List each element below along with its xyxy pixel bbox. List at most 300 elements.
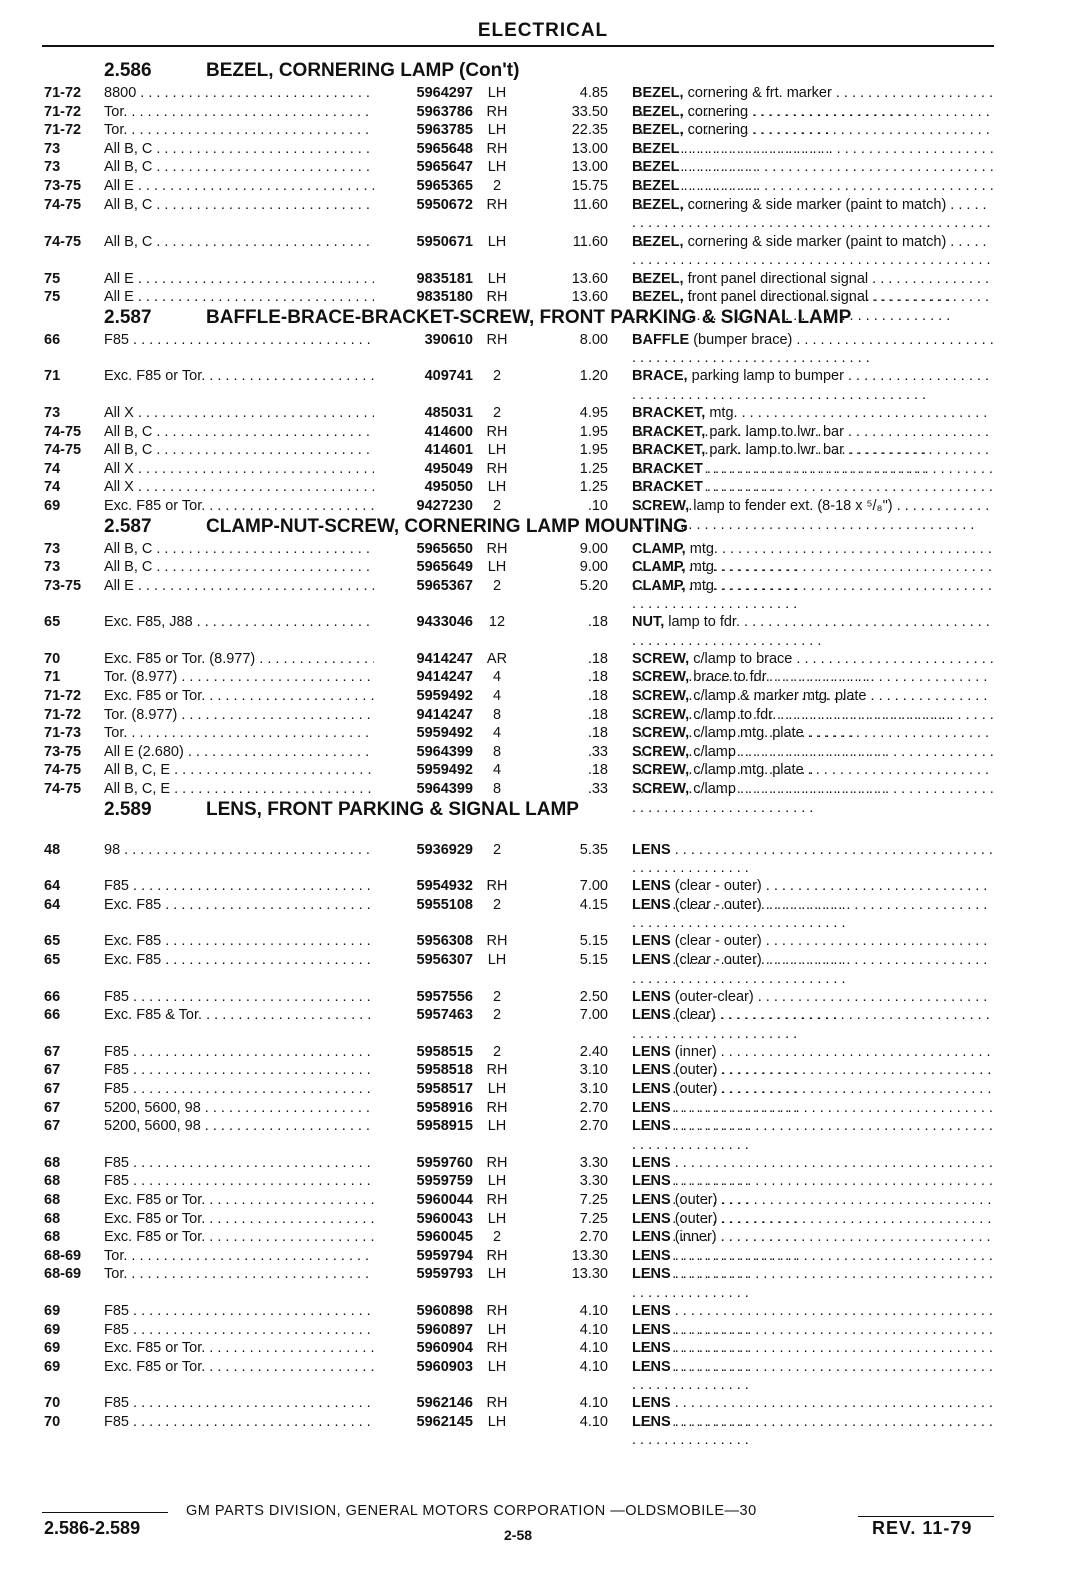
year-cell: 65 (44, 933, 61, 950)
price-cell: .18 (587, 688, 608, 705)
part-number-cell: 9433046 (416, 614, 473, 631)
part-number-cell: 5965648 (416, 140, 473, 157)
description-keyword: LENS (632, 1358, 671, 1375)
description-text: (clear - outer) . . . (632, 933, 987, 968)
model-cell: All E . . . (104, 177, 374, 196)
year-cell: 66 (44, 1007, 61, 1024)
year-cell: 65 (44, 614, 61, 631)
part-number-cell: 5960043 (416, 1210, 473, 1227)
model-cell: All B, C . . . (104, 441, 374, 460)
quantity-cell: RH (486, 1247, 508, 1264)
part-row (0, 558, 1086, 577)
part-row (0, 1172, 1086, 1191)
description-keyword: CLAMP, (632, 577, 686, 594)
model-cell: F85 . . . (104, 1172, 374, 1191)
part-row (0, 1117, 1086, 1136)
price-cell: 13.00 (571, 159, 608, 176)
year-cell: 75 (44, 289, 61, 306)
description-keyword: BEZEL, (632, 270, 684, 287)
description-cell (632, 951, 994, 988)
price-cell: 2.70 (579, 1118, 608, 1135)
year-cell: 74-75 (44, 423, 82, 440)
part-number-cell: 5960904 (416, 1340, 473, 1357)
year-cell: 70 (44, 1413, 61, 1430)
footer-page-number: 2-58 (504, 1527, 533, 1543)
description-keyword: LENS (632, 1302, 671, 1319)
part-row (0, 478, 1086, 497)
row-spacer (0, 823, 1086, 841)
part-number-cell: 5950672 (416, 196, 473, 213)
year-cell: 73-75 (44, 743, 82, 760)
part-row (0, 540, 1086, 559)
part-number-cell: 5962146 (416, 1395, 473, 1412)
quantity-cell: LH (487, 442, 507, 459)
price-cell: 1.25 (579, 479, 608, 496)
description-keyword: LENS (632, 1191, 671, 1208)
model-cell: F85 . . . (104, 877, 374, 896)
part-number-cell: 9835180 (416, 289, 473, 306)
description-text: cornering & side marker (paint to match) . . . (632, 197, 991, 250)
description-keyword: BEZEL (632, 159, 680, 176)
description-text: c/lamp to fdr. . . . (632, 707, 994, 742)
price-cell: 3.30 (579, 1154, 608, 1171)
price-cell: 4.85 (579, 85, 608, 101)
description-text: cornering & frt. marker . . . (632, 85, 993, 120)
year-cell: 73 (44, 559, 61, 576)
part-row (0, 988, 1086, 1007)
price-cell: 4.10 (579, 1395, 608, 1412)
description-text: c/lamp . . . (632, 744, 994, 779)
description-cell (632, 896, 994, 933)
price-cell: 4.10 (579, 1302, 608, 1319)
year-cell: 74-75 (44, 762, 82, 779)
description-text: (outer-clear) . . . (632, 989, 987, 1024)
part-row (0, 1080, 1086, 1099)
model-cell: Exc. F85 . . . (104, 932, 374, 951)
part-row (0, 1210, 1086, 1229)
part-number-cell: 5958518 (416, 1062, 473, 1079)
quantity-cell: RH (486, 423, 508, 440)
model-cell: Exc. F85 or Tor. . . . (104, 687, 374, 706)
description-keyword: LENS (632, 1229, 671, 1246)
price-cell: 13.30 (571, 1266, 608, 1283)
model-cell: All X . . . (104, 460, 374, 479)
part-row (0, 1154, 1086, 1173)
model-cell: Tor. (8.977) . . . (104, 668, 374, 687)
part-row (0, 1413, 1086, 1432)
description-text (632, 1359, 993, 1394)
footer-publisher: GM PARTS DIVISION, GENERAL MOTORS CORPORATION —OLDSMOBILE—30 (186, 1503, 757, 1519)
part-number-cell: 5936929 (416, 841, 473, 858)
quantity-cell: RH (486, 460, 508, 477)
year-cell: 73-75 (44, 577, 82, 594)
description-keyword: LENS (632, 1080, 671, 1097)
price-cell: 5.15 (579, 933, 608, 950)
quantity-cell: LH (487, 1413, 507, 1430)
quantity-cell: LH (487, 85, 507, 101)
part-row (0, 423, 1086, 442)
quantity-cell: LH (487, 270, 507, 287)
part-number-cell: 5958916 (416, 1099, 473, 1116)
quantity-cell: 2 (492, 1043, 502, 1060)
year-cell: 75 (44, 270, 61, 287)
section-heading (0, 516, 1086, 540)
model-cell: All E . . . (104, 270, 374, 289)
part-number-cell: 5960045 (416, 1229, 473, 1246)
description-keyword: LENS (632, 1340, 671, 1357)
year-cell: 69 (44, 1340, 61, 1357)
year-cell: 68-69 (44, 1266, 82, 1283)
section-title: CLAMP-NUT-SCREW, CORNERING LAMP MOUNTING (206, 515, 689, 537)
part-row (0, 1099, 1086, 1118)
description-keyword: LENS (632, 1154, 671, 1171)
price-cell: 3.10 (579, 1080, 608, 1097)
description-keyword: LENS (632, 841, 671, 858)
model-cell: F85 . . . (104, 1043, 374, 1062)
model-cell: F85 . . . (104, 331, 374, 350)
model-cell: All B, C . . . (104, 423, 374, 442)
year-cell: 73 (44, 404, 61, 421)
quantity-cell: LH (487, 479, 507, 496)
quantity-cell: RH (486, 103, 508, 120)
part-number-cell: 5962145 (416, 1413, 473, 1430)
part-row (0, 951, 1086, 970)
price-cell: .18 (587, 725, 608, 742)
description-keyword: LENS (632, 1062, 671, 1079)
price-cell: .18 (587, 706, 608, 723)
description-cell (632, 331, 994, 368)
model-cell: All B, C . . . (104, 196, 374, 215)
year-cell: 73 (44, 159, 61, 176)
part-row (0, 1228, 1086, 1247)
quantity-cell: 4 (492, 669, 502, 686)
year-cell: 64 (44, 896, 61, 913)
description-cell (632, 1117, 994, 1154)
part-row (0, 84, 1086, 103)
description-text: (outer) . . . (632, 1211, 991, 1246)
year-cell: 74-75 (44, 442, 82, 459)
quantity-cell: 2 (492, 177, 502, 194)
description-text: brace to fdr. . . . (632, 669, 987, 704)
description-keyword: LENS (632, 1007, 671, 1024)
quantity-cell: LH (487, 1118, 507, 1135)
part-number-cell: 495050 (424, 479, 473, 496)
part-number-cell: 5959793 (416, 1266, 473, 1283)
quantity-cell: 2 (492, 988, 502, 1005)
description-cell (632, 1358, 994, 1395)
part-row (0, 1061, 1086, 1080)
description-text: (clear - outer) . . . (632, 897, 987, 932)
description-text: c/lamp mtg. plate . . . (632, 762, 989, 797)
price-cell: 13.60 (571, 270, 608, 287)
price-cell: 22.35 (571, 122, 608, 139)
year-cell: 71-73 (44, 725, 82, 742)
part-number-cell: 5954932 (416, 878, 473, 895)
description-text: (bumper brace) . . . (632, 332, 994, 367)
description-text: c/lamp mtg. plate . . . (632, 725, 989, 760)
model-cell: Tor. . . . (104, 121, 374, 140)
section-heading (0, 307, 1086, 331)
part-number-cell: 495049 (424, 460, 473, 477)
price-cell: 1.95 (579, 442, 608, 459)
model-cell: Exc. F85 or Tor. . . . (104, 497, 374, 516)
year-cell: 68 (44, 1173, 61, 1190)
header-rule (42, 45, 994, 47)
quantity-cell: LH (487, 1321, 507, 1338)
description-keyword: LENS (632, 952, 671, 968)
part-row (0, 270, 1086, 289)
quantity-cell: 8 (492, 706, 502, 723)
year-cell: 73-75 (44, 177, 82, 194)
price-cell: 2.40 (579, 1043, 608, 1060)
quantity-cell: LH (487, 122, 507, 139)
year-cell: 68 (44, 1210, 61, 1227)
price-cell: .33 (587, 743, 608, 760)
quantity-cell: 2 (492, 577, 502, 594)
part-row (0, 1247, 1086, 1266)
part-number-cell: 9427230 (416, 497, 473, 514)
year-cell: 71 (44, 669, 61, 686)
part-row (0, 896, 1086, 915)
model-cell: Exc. F85 or Tor. . . . (104, 1210, 374, 1229)
year-cell: 48 (44, 841, 61, 858)
description-cell (632, 1265, 994, 1302)
price-cell: 3.10 (579, 1062, 608, 1079)
part-row (0, 460, 1086, 479)
part-row (0, 743, 1086, 762)
footer-revision: REV. 11-79 (872, 1518, 973, 1538)
section-number: 2.586 (104, 60, 152, 81)
description-keyword: BRACKET, (632, 423, 706, 440)
model-cell: All E . . . (104, 577, 374, 596)
description-keyword: SCREW, (632, 650, 690, 667)
model-cell: Exc. F85 . . . (104, 951, 374, 970)
part-number-cell: 9835181 (416, 270, 473, 287)
price-cell: 2.70 (579, 1099, 608, 1116)
model-cell: Tor. . . . (104, 103, 374, 122)
model-cell: 5200, 5600, 98 . . . (104, 1099, 374, 1118)
quantity-cell: RH (486, 140, 508, 157)
part-number-cell: 5960897 (416, 1321, 473, 1338)
quantity-cell: 12 (488, 614, 506, 631)
model-cell: F85 . . . (104, 1154, 374, 1173)
model-cell: All B, C . . . (104, 233, 374, 252)
model-cell: F85 . . . (104, 1394, 374, 1413)
part-row (0, 177, 1086, 196)
description-keyword: BEZEL, (632, 122, 684, 139)
price-cell: 8.00 (579, 331, 608, 348)
price-cell: 5.20 (579, 577, 608, 594)
part-number-cell: 5965367 (416, 577, 473, 594)
model-cell: F85 . . . (104, 1061, 374, 1080)
year-cell: 70 (44, 1395, 61, 1412)
description-keyword: SCREW, (632, 743, 690, 760)
description-keyword: BRACKET (632, 460, 703, 477)
year-cell: 71-72 (44, 85, 82, 101)
quantity-cell: RH (486, 196, 508, 213)
quantity-cell: 2 (492, 404, 502, 421)
description-cell (632, 613, 994, 650)
year-cell: 68-69 (44, 1247, 82, 1264)
quantity-cell: LH (487, 233, 507, 250)
description-text: cornering . . . (632, 104, 990, 139)
year-cell: 64 (44, 878, 61, 895)
description-text: (clear - outer) . . . (632, 952, 987, 987)
part-row (0, 724, 1086, 743)
part-number-cell: 485031 (424, 404, 473, 421)
description-text: front panel directional signal . . . (632, 289, 989, 324)
part-row (0, 761, 1086, 780)
description-text: mtg. . . . (632, 578, 992, 613)
quantity-cell: 8 (492, 743, 502, 760)
description-keyword: LENS (632, 1210, 671, 1227)
description-keyword: BEZEL (632, 177, 680, 194)
part-number-cell: 5964297 (416, 85, 473, 101)
price-cell: 9.00 (579, 540, 608, 557)
year-cell: 71-72 (44, 706, 82, 723)
price-cell: 4.10 (579, 1413, 608, 1430)
model-cell: Exc. F85 & Tor. . . . (104, 1006, 374, 1025)
year-cell: 74-75 (44, 781, 82, 798)
part-row (0, 331, 1086, 350)
model-cell: Exc. F85 or Tor. . . . (104, 1339, 374, 1358)
part-number-cell: 9414247 (416, 706, 473, 723)
description-text (632, 1414, 993, 1449)
part-number-cell: 5959492 (416, 762, 473, 779)
section-heading (0, 799, 1086, 823)
price-cell: 11.60 (572, 196, 608, 213)
part-number-cell: 9414247 (416, 669, 473, 686)
year-cell: 71 (44, 368, 61, 385)
quantity-cell: 2 (492, 497, 502, 514)
price-cell: 3.30 (579, 1173, 608, 1190)
model-cell: 5200, 5600, 98 . . . (104, 1117, 374, 1136)
section-number: 2.587 (104, 306, 152, 328)
year-cell: 69 (44, 497, 61, 514)
part-row (0, 650, 1086, 669)
quantity-cell: LH (487, 1210, 507, 1227)
year-cell: 71-72 (44, 688, 82, 705)
year-cell: 69 (44, 1302, 61, 1319)
description-keyword: BEZEL (632, 140, 680, 157)
year-cell: 67 (44, 1043, 61, 1060)
section-title: BEZEL, CORNERING LAMP (Con't) (206, 60, 520, 81)
quantity-cell: 4 (492, 762, 502, 779)
description-keyword: CLAMP, (632, 540, 686, 557)
part-row (0, 1191, 1086, 1210)
quantity-cell: RH (486, 540, 508, 557)
price-cell: 1.95 (579, 423, 608, 440)
quantity-cell: RH (486, 933, 508, 950)
description-keyword: LENS (632, 1266, 671, 1283)
parts-list (0, 60, 1086, 1431)
description-text: front panel directional signal . . . (632, 271, 989, 306)
section-title: LENS, FRONT PARKING & SIGNAL LAMP (206, 798, 579, 820)
part-number-cell: 409741 (424, 368, 473, 385)
part-number-cell: 5963786 (416, 103, 473, 120)
part-row (0, 1265, 1086, 1284)
price-cell: 4.15 (579, 896, 608, 913)
description-text: park. lamp to lwr. bar . . . (632, 442, 989, 477)
part-row (0, 158, 1086, 177)
quantity-cell: AR (486, 650, 508, 667)
price-cell: .10 (587, 497, 608, 514)
quantity-cell: RH (486, 1062, 508, 1079)
description-text: park. lamp to lwr. bar . . . (632, 424, 989, 459)
part-number-cell: 5959760 (416, 1154, 473, 1171)
part-number-cell: 5965365 (416, 177, 473, 194)
model-cell: F85 . . . (104, 1321, 374, 1340)
part-row (0, 1339, 1086, 1358)
year-cell: 66 (44, 988, 61, 1005)
year-cell: 74-75 (44, 196, 82, 213)
part-number-cell: 5964399 (416, 743, 473, 760)
part-number-cell: 5958515 (416, 1043, 473, 1060)
price-cell: 4.95 (579, 404, 608, 421)
part-row (0, 706, 1086, 725)
part-row (0, 1043, 1086, 1062)
price-cell: .18 (587, 650, 608, 667)
description-text: mtg. . . . (632, 541, 992, 576)
part-row (0, 367, 1086, 386)
model-cell: Exc. F85 or Tor. (8.977) . . . (104, 650, 374, 669)
part-number-cell: 5955108 (416, 896, 473, 913)
description-keyword: LENS (632, 1118, 671, 1135)
description-keyword: LENS (632, 1099, 671, 1116)
section-number: 2.587 (104, 515, 152, 537)
description-text: (inner) . . . (632, 1044, 991, 1079)
quantity-cell: 2 (492, 368, 502, 385)
model-cell: Exc. F85, J88 . . . (104, 613, 374, 632)
description-text: (clear) . . . (632, 1007, 990, 1042)
model-cell: Exc. F85 or Tor. . . . (104, 1358, 374, 1377)
quantity-cell: RH (486, 1154, 508, 1171)
quantity-cell: RH (486, 1340, 508, 1357)
description-keyword: CLAMP, (632, 559, 686, 576)
price-cell: 9.00 (579, 559, 608, 576)
model-cell: All B, C . . . (104, 158, 374, 177)
year-cell: 74 (44, 460, 61, 477)
description-keyword: BEZEL, (632, 103, 684, 120)
model-cell: All X . . . (104, 404, 374, 423)
description-keyword: BEZEL, (632, 85, 684, 101)
description-text: mtg. . . . (632, 559, 992, 594)
part-row (0, 668, 1086, 687)
quantity-cell: LH (487, 559, 507, 576)
part-row (0, 1302, 1086, 1321)
description-text: lamp to fender ext. (8-18 x ⁵/₈") . . . (632, 498, 989, 533)
model-cell: Tor. . . . (104, 724, 374, 743)
quantity-cell: 8 (492, 781, 502, 798)
quantity-cell: RH (486, 1302, 508, 1319)
model-cell: All X . . . (104, 478, 374, 497)
description-keyword: SCREW, (632, 781, 690, 798)
price-cell: 7.25 (579, 1191, 608, 1208)
description-cell (632, 1006, 994, 1043)
quantity-cell: RH (486, 1395, 508, 1412)
price-cell: 13.00 (571, 140, 608, 157)
part-row (0, 613, 1086, 632)
year-cell: 74 (44, 479, 61, 496)
description-keyword: SCREW, (632, 762, 690, 779)
description-text: cornering & side marker (paint to match) . . . (632, 234, 991, 287)
part-number-cell: 5963785 (416, 122, 473, 139)
year-cell: 71-72 (44, 103, 82, 120)
description-text: c/lamp & marker mtg. plate . . . (632, 688, 987, 723)
model-cell: F85 . . . (104, 1302, 374, 1321)
section-heading (0, 60, 1086, 84)
price-cell: 13.60 (571, 289, 608, 306)
